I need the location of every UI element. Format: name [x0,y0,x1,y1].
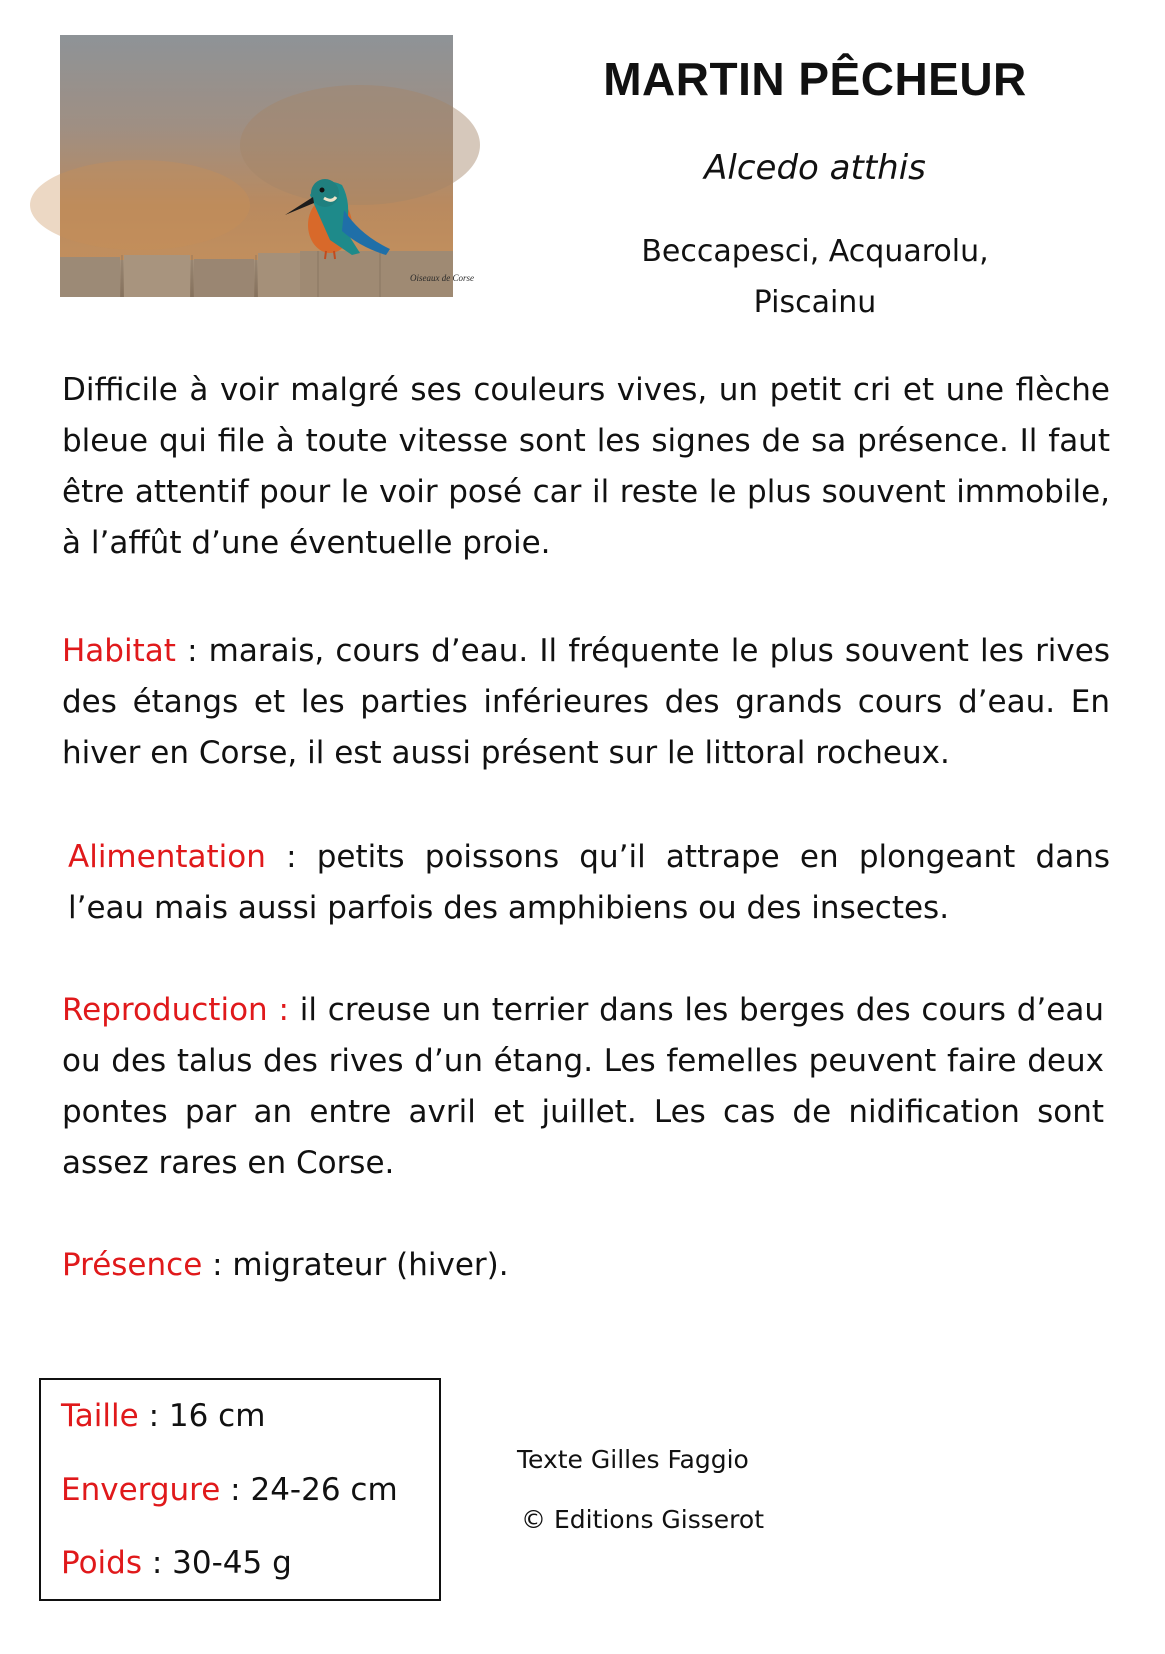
poids-value: : 30-45 g [142,1545,292,1581]
reproduction-label: Reproduction : [62,992,289,1028]
bird-photo [60,35,474,297]
reproduction-text: il creuse un terrier dans les berges des cours d’eau ou des talus des rives d’un étang. Les femelles peuvent faire deux pontes par an entre avril et juillet. Les cas de nidification sont assez rares en Corse. [62,992,1105,1181]
alimentation-paragraph [68,832,1110,934]
presence-paragraph [62,1240,1110,1291]
envergure-label: Envergure [61,1472,221,1508]
envergure-value: : 24-26 cm [220,1472,398,1508]
local-names-line-1: Beccapesci, Acquarolu, [641,234,989,269]
intro-paragraph: Difficile à voir malgré ses couleurs vives, un petit cri et une flèche bleue qui file à toute vitesse sont les signes de sa présence. Il faut être attentif pour le voir posé car il reste le plus souvent immobile, à l’affût d’une éventuelle proie. [62,372,1110,561]
latin-name: Alcedo atthis [704,148,926,188]
photo-watermark: Oiseaux de Corse [410,273,474,283]
taille-value: : 16 cm [138,1398,266,1434]
poids-line [61,1545,292,1581]
habitat-text: : marais, cours d’eau. Il fréquente le plus souvent les rives des étangs et les parties inférieures des grands cours d’eau. En hiver en Corse, il est aussi présent sur le littoral rocheux. [62,633,1110,771]
author-credit: Texte Gilles Faggio [517,1445,749,1474]
presence-text: : migrateur (hiver). [202,1247,509,1283]
envergure-line [61,1472,398,1508]
local-names [530,226,1100,328]
alimentation-label: Alimentation [68,839,266,875]
local-names-line-2: Piscainu [753,285,877,320]
habitat-paragraph [62,626,1110,779]
taille-line [61,1398,265,1434]
presence-label: Présence [62,1247,203,1283]
alimentation-text: : petits poissons qu’il attrape en plongeant dans l’eau mais aussi parfois des amphibiens ou des insectes. [68,839,1110,926]
habitat-label: Habitat [62,633,176,669]
page-title: MARTIN PÊCHEUR [603,53,1027,105]
publisher-credit: © Editions Gisserot [521,1505,764,1534]
taille-label: Taille [61,1398,139,1434]
poids-label: Poids [61,1545,142,1581]
reproduction-paragraph [62,985,1104,1189]
measurements-box [39,1378,441,1601]
kingfisher-image [60,35,474,297]
